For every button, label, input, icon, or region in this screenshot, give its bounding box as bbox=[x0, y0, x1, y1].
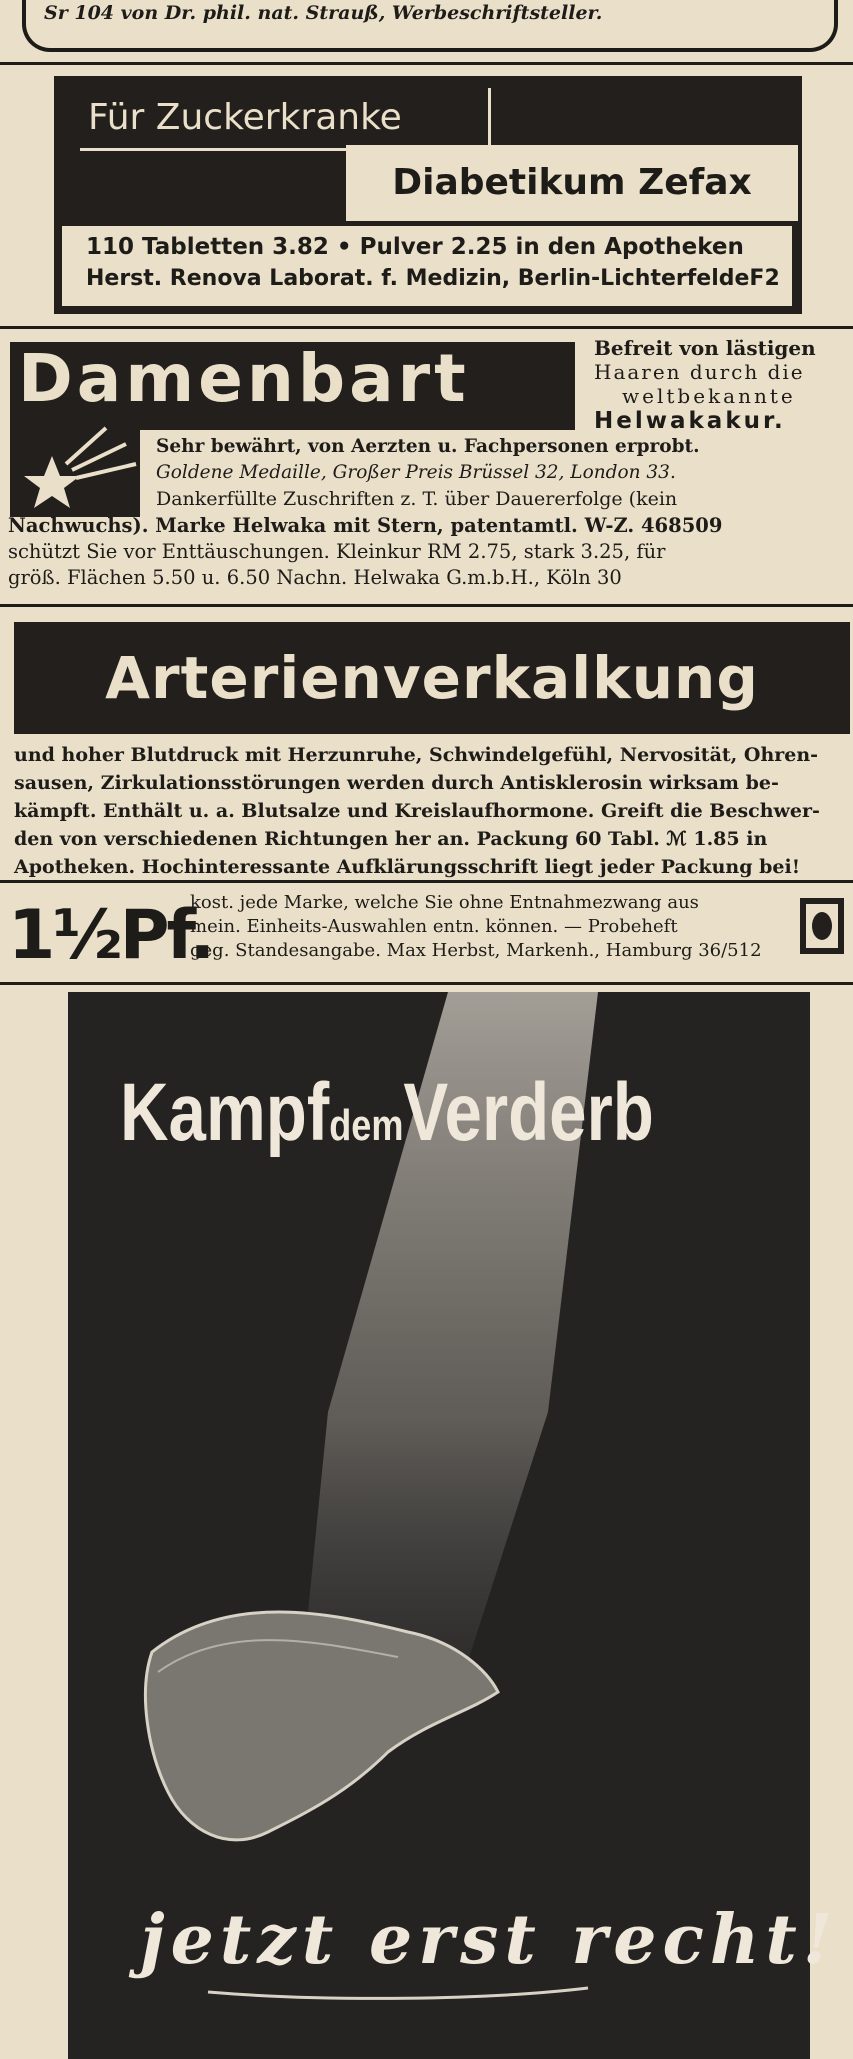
damenbart-body-line: Dankerfüllte Zuschriften z. T. über Dauererfolge (kein bbox=[156, 488, 678, 510]
damenbart-body-line: schützt Sie vor Enttäuschungen. Kleinkur RM 2.75, stark 3.25, für bbox=[8, 540, 666, 563]
damenbart-side-line: Helwakakur. bbox=[594, 408, 786, 434]
divider bbox=[0, 982, 853, 985]
damenbart-body-line: größ. Flächen 5.50 u. 6.50 Nachn. Helwaka G.m.b.H., Köln 30 bbox=[8, 566, 622, 589]
stamp-portrait bbox=[812, 912, 832, 940]
zefax-maker-line: Herst. Renova Laborat. f. Medizin, Berlin-LichterfeldeF2 bbox=[86, 266, 780, 291]
arterien-line: sausen, Zirkulationsstörungen werden durch Antisklerosin wirksam be- bbox=[14, 772, 779, 794]
damenbart-side-line: Haaren durch die bbox=[594, 360, 805, 384]
divider bbox=[0, 62, 853, 65]
herbst-line: kost. jede Marke, welche Sie ohne Entnahmezwang aus bbox=[190, 892, 699, 913]
zefax-price-line: 110 Tabletten 3.82 • Pulver 2.25 in den Apotheken bbox=[86, 234, 744, 260]
poster-slogan: jetzt erst recht! bbox=[140, 1900, 839, 1980]
divider bbox=[0, 880, 853, 883]
herbst-line: mein. Einheits-Auswahlen entn. können. — Probeheft bbox=[190, 916, 678, 937]
star-logo-icon bbox=[16, 418, 146, 518]
damenbart-side-line: weltbekannte bbox=[622, 384, 796, 408]
arterien-line: den von verschiedenen Richtungen her an. Packung 60 Tabl. ℳ 1.85 in bbox=[14, 828, 768, 850]
damenbart-title: Damenbart bbox=[18, 340, 470, 417]
herbst-line: geg. Standesangabe. Max Herbst, Markenh., Hamburg 36/512 bbox=[190, 940, 762, 961]
herbst-price: 1½Pf. bbox=[8, 896, 213, 975]
zefax-product: Diabetikum Zefax bbox=[346, 145, 798, 221]
zefax-heading: Für Zuckerkranke bbox=[80, 88, 491, 151]
damenbart-side-line: Befreit von lästigen bbox=[594, 336, 816, 360]
damenbart-body-line: Goldene Medaille, Großer Preis Brüssel 32, London 33. bbox=[156, 462, 676, 483]
arterien-line: und hoher Blutdruck mit Herzunruhe, Schwindelgefühl, Nervosität, Ohren- bbox=[14, 744, 819, 766]
damenbart-body-line: Sehr bewährt, von Aerzten u. Fachpersonen erprobt. bbox=[156, 436, 700, 457]
poster-title-b: dem bbox=[329, 1101, 404, 1150]
divider bbox=[0, 604, 853, 607]
damenbart-body-line: Nachwuchs). Marke Helwaka mit Stern, patentamtl. W-Z. 468509 bbox=[8, 514, 723, 537]
top-ad-text: Sr 104 von Dr. phil. nat. Strauß, Werbeschriftsteller. bbox=[44, 2, 603, 24]
arterien-line: Apotheken. Hochinteressante Aufklärungsschrift liegt jeder Packung bei! bbox=[14, 856, 801, 878]
poster-title-c: Verderb bbox=[403, 1067, 654, 1158]
divider bbox=[0, 326, 853, 329]
arterien-line: kämpft. Enthält u. a. Blutsalze und Kreislaufhormone. Greift die Beschwer- bbox=[14, 800, 820, 822]
poster-title bbox=[120, 1066, 654, 1160]
poster-title-a: Kampf bbox=[120, 1067, 330, 1158]
arterien-title: Arterienverkalkung bbox=[105, 644, 759, 712]
